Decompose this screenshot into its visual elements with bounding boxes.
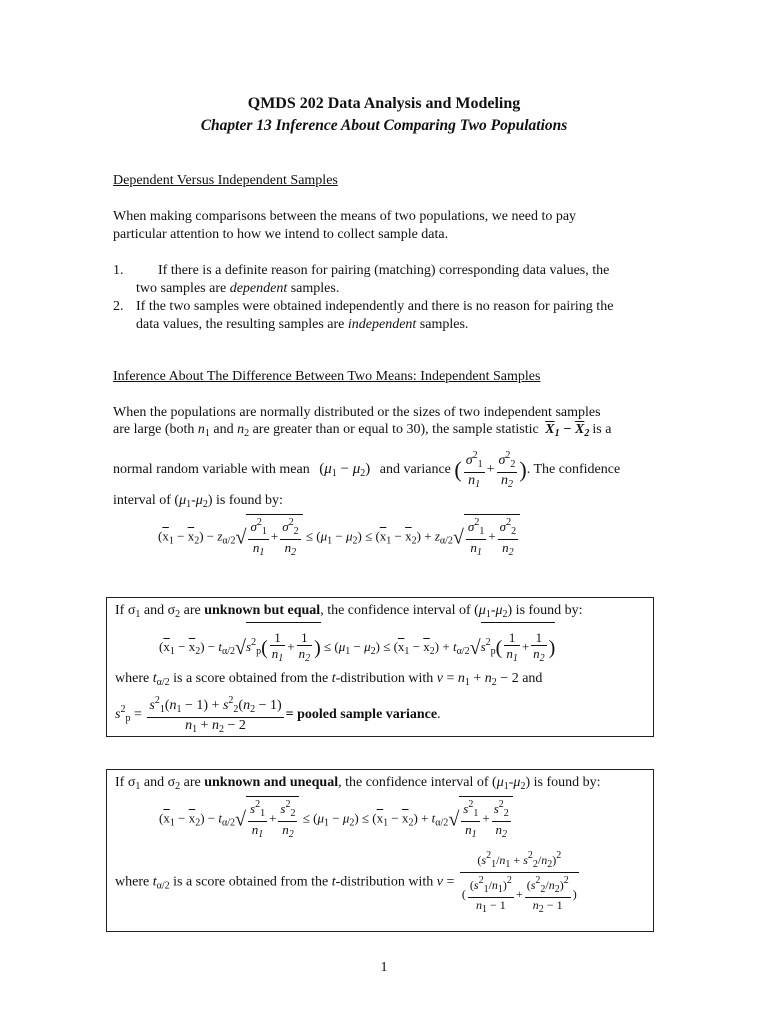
list-item-text: samples. xyxy=(287,281,340,296)
dependent-term: dependent xyxy=(229,281,288,296)
list-item-line-1: If the two samples were obtained independently and there is no reason for pairing the xyxy=(136,299,614,314)
list-item-number: 1. xyxy=(113,263,124,278)
variance-frac-2: $\frac{\sigma^2_2}{n_2}$ xyxy=(498,450,516,490)
list-item-number: 2. xyxy=(113,299,124,314)
text-span: -distribution with xyxy=(335,874,434,890)
section-heading-dependent: Dependent Versus Independent Samples xyxy=(113,173,338,188)
text-span: is a score obtained from the xyxy=(173,874,329,890)
section2-line-1: When the populations are normally distributed or the sizes of two independent samples xyxy=(113,405,601,420)
text-span: . The confidence xyxy=(526,462,621,478)
text-span: and σ xyxy=(140,603,176,618)
equal-box-where-line: where $t_{\alpha/2}$ is a score obtained from the t-distribution with $\nu = n_1 + n_2 - 2$ and xyxy=(115,671,543,688)
unknown-and-unequal-label: unknown and unequal xyxy=(204,775,339,790)
pooled-t-interval-formula: $(\overline{x}_1 - \overline{x}_2) - t_{\alpha/2}√s^2_p$( $\frac{1}{n_1}$ + $\frac{1}{n_2}$ ) ≤ $(\mu_1 - \mu_2) \le (\overline{x}_1 - \overline{x}_2) + t_{\alpha/2}√s^2_p$( $\frac{1}{n_1}$ + $\frac{1}{n_2}$ ) xyxy=(159,622,555,672)
pooled-sample-variance-label: = pooled sample variance xyxy=(285,707,438,722)
intro-line-1: When making comparisons between the means of two populations, we need to pay xyxy=(113,209,577,224)
welch-t-interval-formula: $(\overline{x}_1 - \overline{x}_2) - t_{\alpha/2}√$ $\frac{s^2_1}{n_1}$ + $\frac{s^2_2}{n_2}$ ≤ $(\mu_1 - \mu_2) \le (\overline{x}_1 - \overline{x}_2) + t_{\alpha/2}√$ $\frac{s^2_1}{n_1}$ + $\frac{s^2_2}{n_2}$ xyxy=(159,796,513,843)
text-span: where xyxy=(115,671,150,686)
list-item-text: two samples are xyxy=(136,281,230,296)
degrees-of-freedom-formula: $(s^2_1/n_1 + s^2_2/n_2)^2$ ( $\frac{(s^2_1/n_1)^2}{n_1 - 1}$ + $\frac{(s^2_2/n_2)^2}{n_2 - 1}$ ) xyxy=(461,850,577,915)
z-confidence-interval-formula: $(\overline{x}_1 - \overline{x}_2) - z_{\alpha/2}√$ $\frac{\sigma^2_1}{n_1}$ + $\frac{\sigma^2_2}{n_2}$ ≤ $(\mu_1 - \mu_2) \le (\overline{x}_1 - \overline{x}_2) + z_{\alpha/2}√$ $\frac{\sigma^2_1}{n_1}$ + $\frac{\sigma^2_2}{n_2}$ xyxy=(158,514,520,561)
text-span: ) is found by: xyxy=(507,603,583,618)
text-span: and xyxy=(209,422,238,437)
text-span: ) is found by: xyxy=(525,775,601,790)
section2-line-3: normal random variable with mean $(\mu_1 - \mu_2)$ and variance ( $\frac{\sigma^2_1}{n_1}$ + $\frac{\sigma^2_2}{n_2}$ ). The confidence xyxy=(113,450,621,490)
document-subtitle: Chapter 13 Inference About Comparing Two Populations xyxy=(200,117,568,134)
text-span: , the confidence interval of ( xyxy=(320,603,479,618)
unknown-but-equal-label: unknown but equal xyxy=(204,603,321,618)
list-item-text: data values, the resulting samples are xyxy=(136,317,348,332)
section-heading-independent: Inference About The Difference Between Two Means: Independent Samples xyxy=(113,369,541,384)
page-number: 1 xyxy=(380,960,388,975)
text-span: . xyxy=(437,707,441,722)
sample-type-list xyxy=(113,262,658,334)
document-title: QMDS 202 Data Analysis and Modeling xyxy=(247,95,521,112)
text-span: are xyxy=(180,775,205,790)
text-span: and variance xyxy=(379,462,451,478)
text-span: where xyxy=(115,874,150,890)
independent-term: independent xyxy=(347,317,417,332)
text-span: ) is found by: xyxy=(207,493,283,508)
intro-paragraph xyxy=(113,208,653,244)
unequal-box-intro: If $\sigma_1$ and $\sigma_2$ are unknown and unequal, the confidence interval of $(\mu_1-\mu_2)$ is found by: xyxy=(115,775,601,792)
list-item-line-1: If there is a definite reason for pairing (matching) corresponding data values, the xyxy=(158,263,610,278)
text-span: is a score obtained from the xyxy=(173,671,329,686)
mean-formula: $(\mu_1 - \mu_2)$ xyxy=(319,461,371,480)
text-span: normal random variable with mean xyxy=(113,462,310,478)
text-span: is a xyxy=(592,422,612,437)
text-span: are xyxy=(180,603,205,618)
sample-statistic-formula: $\overline{X}_1 - \overline{X}_2$ xyxy=(545,422,590,439)
list-item xyxy=(113,262,658,298)
section2-line-2: are large (both $n_1$ and $n_2$ are greater than or equal to 30), the sample statistic $\overline{X}_1 - \overline{X}_2$ is a xyxy=(113,422,612,439)
list-item xyxy=(113,298,658,334)
list-item-text: samples. xyxy=(416,317,469,332)
equal-variance-box xyxy=(106,597,654,737)
text-span: and σ xyxy=(140,775,176,790)
text-span: are large (both xyxy=(113,422,198,437)
text-span: interval of ( xyxy=(113,493,180,508)
unequal-variance-box xyxy=(106,769,654,932)
text-span: , the confidence interval of ( xyxy=(338,775,497,790)
text-span: If σ xyxy=(115,775,136,790)
text-span: and xyxy=(522,671,543,686)
text-span: If σ xyxy=(115,603,136,618)
intro-line-2: particular attention to how we intend to collect sample data. xyxy=(113,227,449,242)
equal-box-intro: If $\sigma_1$ and $\sigma_2$ are unknown but equal, the confidence interval of $(\mu_1-\mu_2)$ is found by: xyxy=(115,603,583,620)
section2-line-4: interval of $(\mu_1-\mu_2)$ is found by: xyxy=(113,493,283,510)
unequal-box-where-line: where $t_{\alpha/2}$ is a score obtained from the t-distribution with ν = $(s^2_1/n_1 + s^2_2/n_2)^2$ ( $\frac{(s^2_1/n_1)^2}{n_1 - 1}$ + $\frac{(s^2_2/n_2)^2}{n_2 - 1}$ ) xyxy=(115,850,577,915)
text-span: -distribution with xyxy=(335,671,434,686)
text-span: are greater than or equal to 30), the sample statistic xyxy=(249,422,539,437)
variance-formula: ( xyxy=(454,457,462,482)
variance-frac-1: $\frac{\sigma^2_1}{n_1}$ xyxy=(465,450,483,490)
pooled-variance-formula: $s^2_p$ = $\frac{s^2_1(n_1 - 1) + s^2_2(n_2 - 1)}{n_1 + n_2 - 2}$ = pooled sample variance. xyxy=(115,694,441,735)
